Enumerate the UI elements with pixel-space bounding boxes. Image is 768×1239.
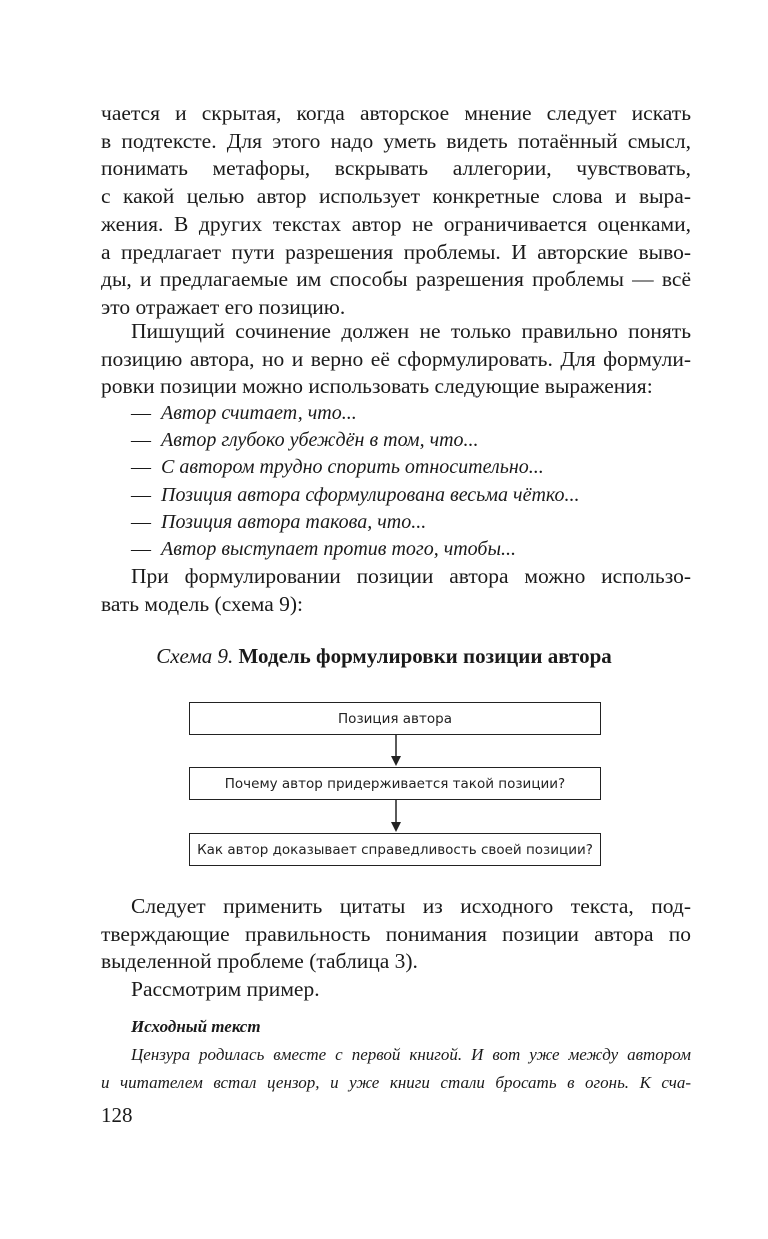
- list-dash: —: [131, 429, 151, 452]
- source-text: [101, 1041, 691, 1097]
- list-item-text: Автор считает, что...: [161, 402, 357, 424]
- text-line: ровки позиции можно использовать следующие выражения:: [101, 374, 653, 399]
- scheme-title: Модель формулировки позиции автора: [238, 644, 612, 668]
- expression-list: [131, 400, 691, 563]
- list-item: [131, 482, 691, 509]
- text-line: выделенной проблеме (таблица 3).: [101, 949, 418, 974]
- list-dash: —: [131, 538, 151, 561]
- scheme-box-proof: Как автор доказывает справедливость своей позиции?: [189, 833, 601, 866]
- paragraph-formulation: [101, 318, 691, 401]
- list-item-text: С автором трудно спорить относительно...: [161, 456, 544, 479]
- paragraph-quotes: [101, 893, 691, 1004]
- text-line: Цензура родилась вместе с первой книгой. И вот уже между автором: [131, 1045, 691, 1064]
- text-line: понимать метафоры, вскрывать аллегории, чувствовать,: [101, 156, 691, 181]
- page-number: 128: [101, 1103, 133, 1127]
- text-line: Пишущий сочинение должен не только правильно понять: [131, 319, 691, 343]
- list-item-text: Позиция автора такова, что...: [161, 510, 427, 533]
- scheme-box-reason: Почему автор придерживается такой позиции?: [189, 767, 601, 800]
- list-item: [131, 454, 691, 481]
- text-line: чается и скрытая, когда авторское мнение следует искать: [101, 101, 691, 125]
- text-line: вать модель (схема 9):: [101, 591, 303, 616]
- text-line: жения. В других текстах автор не ограничивается оценками,: [101, 211, 691, 236]
- list-item-text: Автор глубоко убеждён в том, что...: [161, 429, 479, 452]
- text-line: При формулировании позиции автора можно использо-: [131, 564, 691, 588]
- down-arrow-icon: [388, 800, 404, 833]
- list-item-text: Позиция автора сформулирована весьма чётко...: [161, 483, 580, 506]
- list-item: [131, 536, 691, 563]
- text-line: с какой целью автор использует конкретные слова и выра-: [101, 184, 691, 209]
- paragraph-continuation: [101, 100, 691, 322]
- list-dash: —: [131, 510, 151, 533]
- text-line: Следует применить цитаты из исходного текста, под-: [131, 894, 691, 918]
- list-item: [131, 427, 691, 454]
- text-line: Рассмотрим пример.: [131, 977, 320, 1002]
- list-dash: —: [131, 402, 151, 424]
- list-dash: —: [131, 483, 151, 506]
- paragraph-model-intro: [101, 563, 691, 618]
- text-line: а предлагает пути разрешения проблемы. И авторские выво-: [101, 239, 691, 264]
- list-item: [131, 400, 691, 427]
- text-line: ды, и предлагаемые им способы разрешения проблемы — всё: [101, 267, 691, 292]
- down-arrow-icon: [388, 735, 404, 767]
- source-heading: Исходный текст: [131, 1017, 261, 1036]
- text-line: это отражает его позицию.: [101, 294, 346, 319]
- scheme-label: Схема 9.: [156, 644, 234, 668]
- text-line: и читателем встал цензор, и уже книги стали бросать в огонь. К сча-: [101, 1073, 691, 1092]
- list-item: [131, 509, 691, 536]
- text-line: позицию автора, но и верно её сформулировать. Для формули-: [101, 346, 691, 371]
- text-line: тверждающие правильность понимания позиции автора по: [101, 921, 691, 946]
- scheme-box-position: Позиция автора: [189, 702, 601, 735]
- list-dash: —: [131, 456, 151, 479]
- text-line: в подтексте. Для этого надо уметь видеть потаённый смысл,: [101, 128, 691, 153]
- scheme-caption: [0, 644, 768, 669]
- list-item-text: Автор выступает против того, чтобы...: [161, 538, 517, 561]
